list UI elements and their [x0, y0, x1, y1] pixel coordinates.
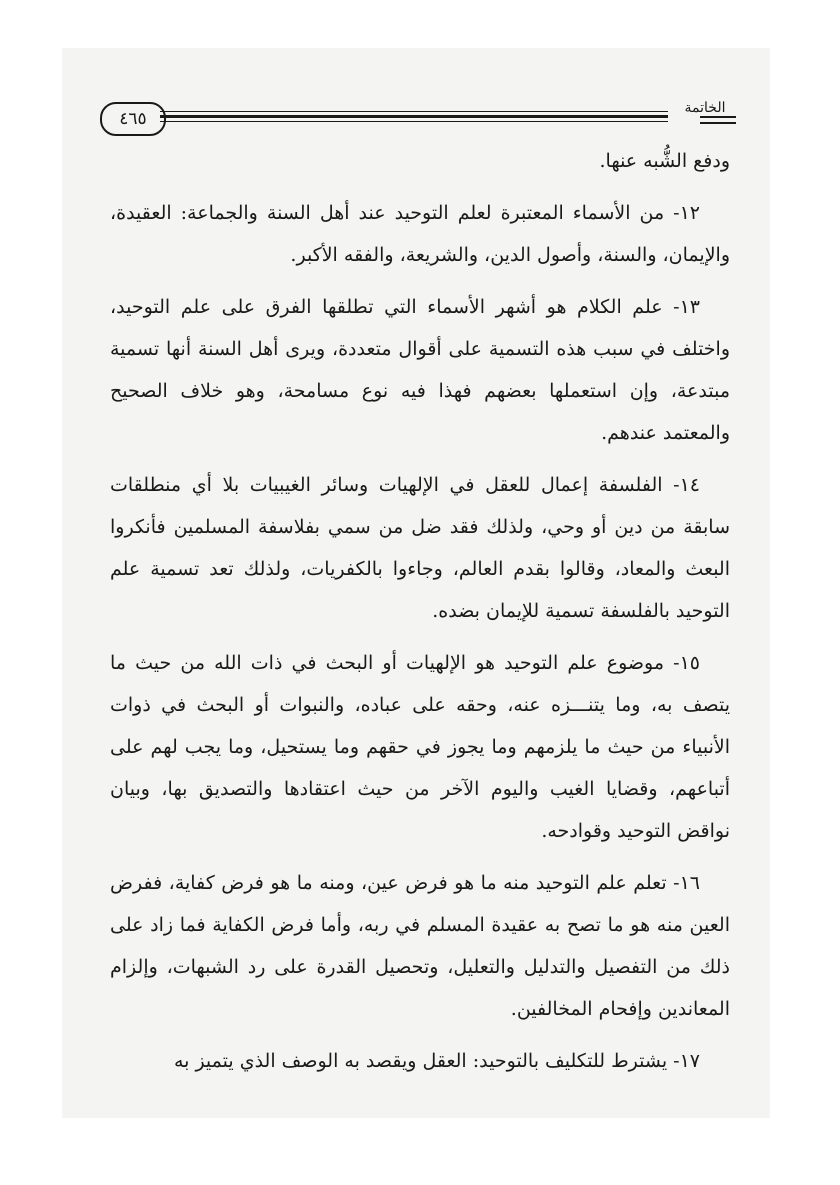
page-number: ٤٦٥: [100, 102, 166, 136]
header-rule: [160, 111, 668, 112]
paragraph: ودفع الشُّبه عنها.: [599, 150, 730, 172]
title-underline: [700, 122, 736, 124]
paragraph: ١٥- موضوع علم التوحيد هو الإلهيات أو البحث في ذات الله من حيث ما يتصف به، وما يتنـــزه عنه، وحقه على عباده، والنبوات أو البحث في ذوات الأنبياء من حيث ما يلزمهم وما يجوز في حقهم وما يستحيل، وما يجب لهم على أتباعهم، وقضايا الغيب واليوم الآخر من حيث اعتقادها والتصديق بها، وبيان نواقض التوحيد وقوادحه.: [110, 652, 730, 842]
paragraph: ١٢- من الأسماء المعتبرة لعلم التوحيد عند أهل السنة والجماعة: العقيدة، والإيمان، والسنة، وأصول الدين، والشريعة، والفقه الأكبر.: [110, 202, 730, 266]
paragraph: ١٧- يشترط للتكليف بالتوحيد: العقل ويقصد به الوصف الذي يتميز به: [173, 1050, 700, 1072]
paragraph: ١٣- علم الكلام هو أشهر الأسماء التي تطلقها الفرق على علم التوحيد، واختلف في سبب هذه التسمية على أقوال متعددة، ويرى أهل السنة أنها تسمية مبتدعة، وإن استعملها بعضهم فهذا فيه نوع مسامحة، وهو خلاف الصحيح والمعتمد عندهم.: [110, 296, 730, 444]
paragraph: ١٦- تعلم علم التوحيد منه ما هو فرض عين، ومنه ما هو فرض كفاية، ففرض العين منه هو ما تصح به عقيدة المسلم في ربه، وأما فرض الكفاية فما زاد على ذلك من التفصيل والتدليل والتعليل، وتحصيل القدرة على رد الشبهات، وإلزام المعاندين وإفحام المخالفين.: [110, 872, 730, 1020]
body-text: [110, 140, 730, 1092]
header-rule: [160, 115, 668, 118]
header-rule: [160, 121, 668, 122]
page-header: [100, 100, 740, 140]
paragraph: ١٤- الفلسفة إعمال للعقل في الإلهيات وسائر الغيبيات بلا أي منطلقات سابقة من دين أو وحي، ولذلك فقد ضل من سمي بفلاسفة المسلمين فأنكروا البعث والمعاد، وقالوا بقدم العالم، وجاءوا بالكفريات، ولذلك تعد تسمية علم التوحيد بالفلسفة تسمية للإيمان بضده.: [110, 474, 730, 622]
chapter-title: الخاتمة: [684, 100, 726, 116]
title-underline: [700, 116, 736, 118]
